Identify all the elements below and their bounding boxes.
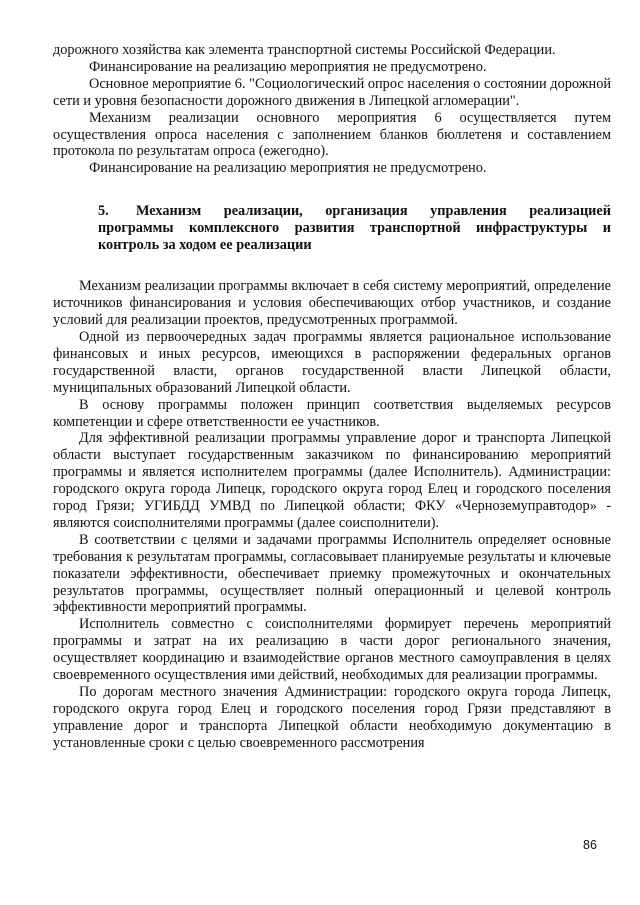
body-paragraph: В основу программы положен принцип соответствия выделяемых ресурсов компетенции и сфере ответственности ее участников.	[53, 396, 611, 430]
section-title: Механизм реализации, организация управления реализацией программы комплексного развития транспортной инфраструктуры и контроль за ходом ее реализации	[98, 203, 611, 254]
body-paragraph: Для эффективной реализации программы управление дорог и транспорта Липецкой области выступает государственным заказчиком по финансированию мероприятий программы и является исполнителем программы (далее Исполнитель). Администрации: городского округа города Липецк, городского округа город Елец и городского поселения город Грязи; УГИБДД УМВД по Липецкой области; ФКУ «Черноземуправтодор» - являются соисполнителями программы (далее соисполнители).	[53, 430, 611, 531]
paragraph-measure-6-mechanism: Механизм реализации основного мероприятия 6 осуществляется путем осуществления опроса населения с заполнением бланков бюллетеня и составлением протокола по результатам опроса (ежегодно).	[53, 109, 611, 160]
body-paragraph: Механизм реализации программы включает в себя систему мероприятий, определение источников финансирования и условия обеспечивающих отбор участников, и создание условий для реализации проектов, предусмотренных программой.	[53, 278, 611, 329]
paragraph-main-measure-6: Основное мероприятие 6. "Социологический опрос населения о состоянии дорожной сети и уровня безопасности дорожного движения в Липецкой агломерации".	[53, 75, 611, 109]
section-heading	[98, 203, 611, 254]
body-paragraph: В соответствии с целями и задачами программы Исполнитель определяет основные требования к результатам программы, согласовывает планируемые результаты и ключевые показатели эффективности, обеспечивает приемку промежуточных и окончательных результатов программы, осуществляет полный операционный и целевой контроль эффективности мероприятий программы.	[53, 531, 611, 616]
page-number: 86	[583, 838, 597, 852]
paragraph-continuation: дорожного хозяйства как элемента транспортной системы Российской Федерации.	[53, 42, 556, 58]
paragraph-financing-note: Финансирование на реализацию мероприятия не предусмотрено.	[89, 58, 487, 75]
body-paragraph: Исполнитель совместно с соисполнителями формирует перечень мероприятий программы и затрат на их реализацию в части дорог регионального значения, осуществляет координацию и взаимодействие органов местного самоуправления в целях своевременного осуществления ими действий, необходимых для реализации программы.	[53, 616, 611, 684]
body-paragraph: По дорогам местного значения Администрации: городского округа города Липецк, городского округа город Елец и городского поселения город Грязи представляют в управление дорог и транспорта Липецкой области необходимую документацию в установленные сроки с целью своевременного рассмотрения	[53, 684, 611, 751]
paragraph-financing-note-2: Финансирование на реализацию мероприятия не предусмотрено.	[89, 160, 487, 177]
document-page	[53, 42, 611, 752]
body-paragraph: Одной из первоочередных задач программы является рациональное использование финансовых и иных ресурсов, имеющихся в распоряжении федеральных органов государственной власти, органов государственной власти Липецкой области, муниципальных образований Липецкой области.	[53, 328, 611, 396]
section-number: 5.	[98, 203, 109, 220]
